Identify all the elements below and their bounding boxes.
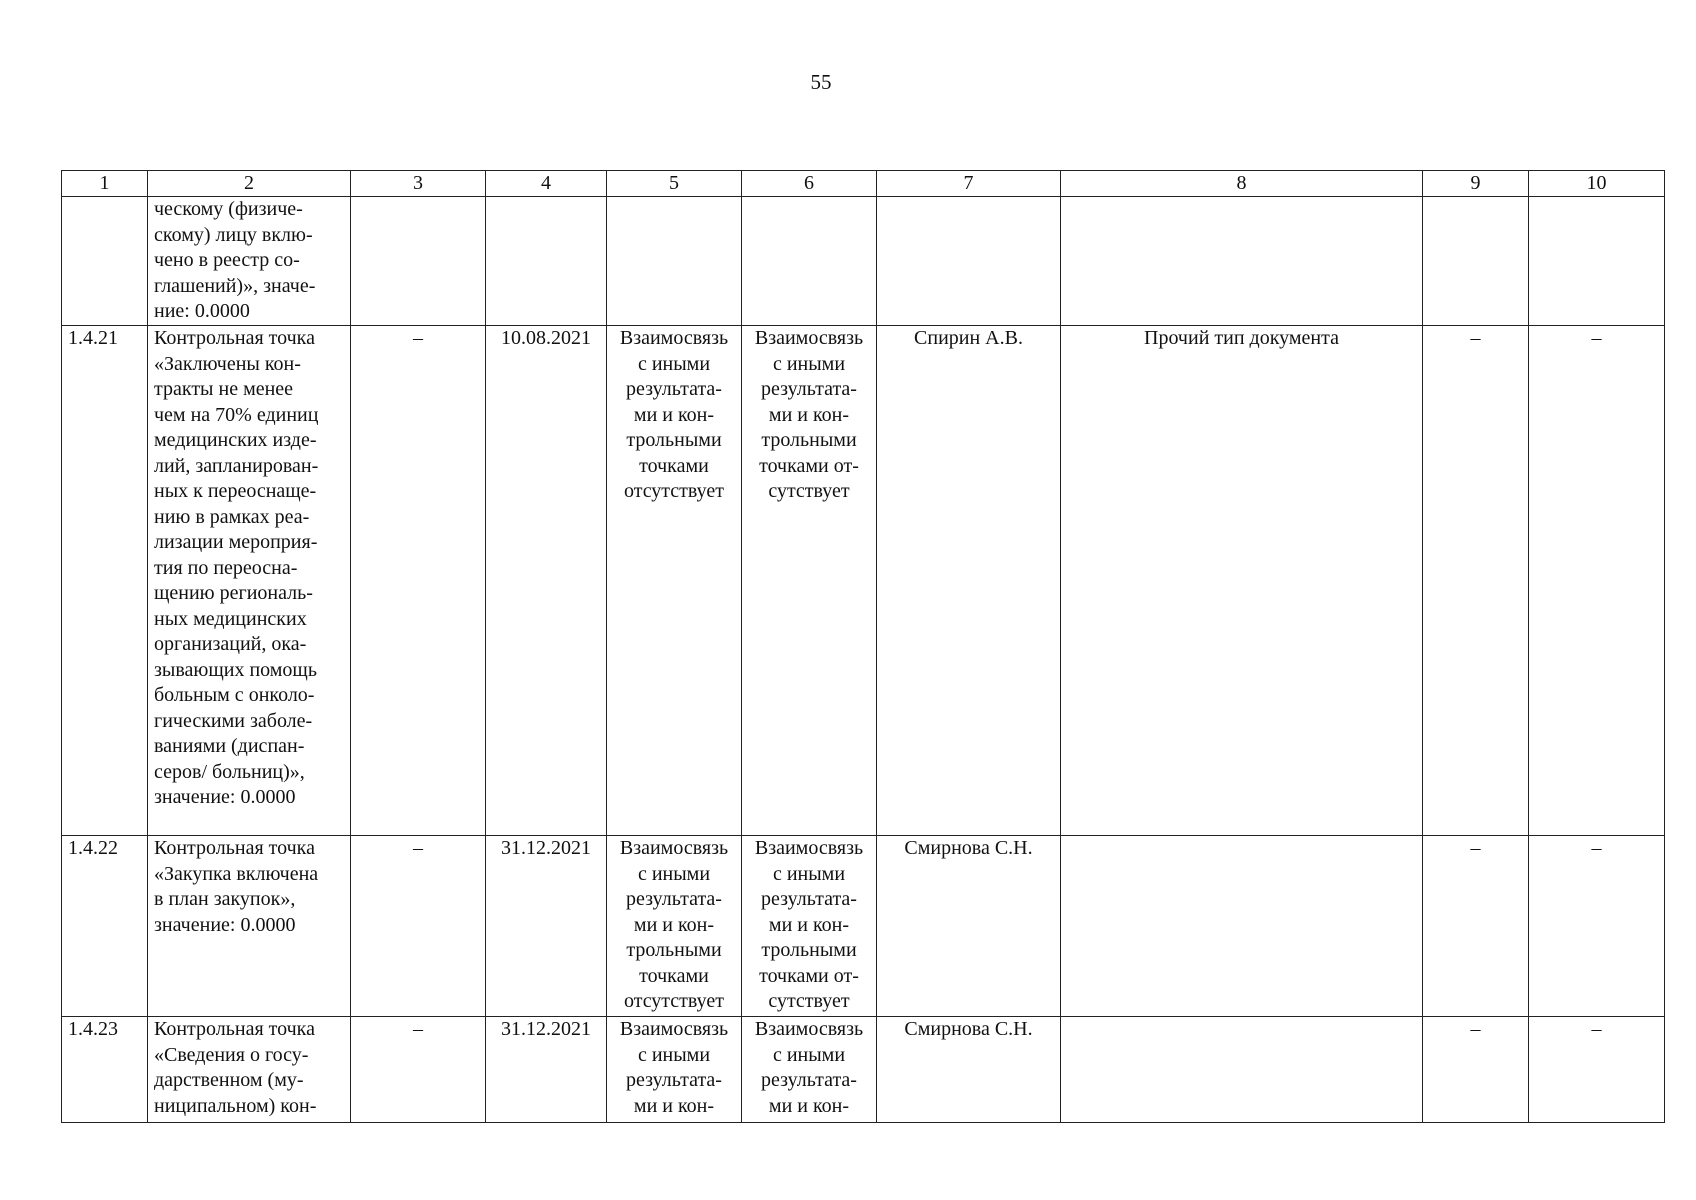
column-header-4: 4 — [486, 171, 607, 197]
column-9-cell: – — [1423, 1017, 1529, 1123]
date-cell: 31.12.2021 — [486, 836, 607, 1017]
relation-cell-2: Взаимосвязь с иными результата- ми и кон- — [742, 1017, 877, 1123]
date-cell: 31.12.2021 — [486, 1017, 607, 1123]
relation-cell-2 — [742, 197, 877, 326]
column-10-cell: – — [1529, 836, 1665, 1017]
column-header-5: 5 — [607, 171, 742, 197]
column-3-cell: – — [351, 836, 486, 1017]
column-10-cell: – — [1529, 1017, 1665, 1123]
column-9-cell — [1423, 197, 1529, 326]
relation-cell: Взаимосвязь с иными результата- ми и кон- — [607, 1017, 742, 1123]
responsible-cell: Смирнова С.Н. — [877, 836, 1061, 1017]
column-header-10: 10 — [1529, 171, 1665, 197]
relation-cell — [607, 197, 742, 326]
table-row — [62, 326, 1665, 836]
row-number-cell: 1.4.23 — [62, 1017, 148, 1123]
column-9-cell: – — [1423, 326, 1529, 836]
column-3-cell: – — [351, 326, 486, 836]
document-type-cell: Прочий тип документа — [1061, 326, 1423, 836]
date-cell: 10.08.2021 — [486, 326, 607, 836]
column-10-cell — [1529, 197, 1665, 326]
column-3-cell: – — [351, 1017, 486, 1123]
table-row — [62, 1017, 1665, 1123]
description-cell: ческому (физиче- скому) лицу вклю- чено в реестр со- глашений)», значе- ние: 0.0000 — [148, 197, 351, 326]
document-type-cell — [1061, 836, 1423, 1017]
responsible-cell: Смирнова С.Н. — [877, 1017, 1061, 1123]
description-cell: Контрольная точка «Закупка включена в план закупок», значение: 0.0000 — [148, 836, 351, 1017]
header-row — [62, 171, 1665, 197]
table-row — [62, 197, 1665, 326]
relation-cell-2: Взаимосвязь с иными результата- ми и кон- трольными точками от- сутствует — [742, 836, 877, 1017]
row-number-cell: 1.4.21 — [62, 326, 148, 836]
description-cell: Контрольная точка «Заключены кон- тракты не менее чем на 70% единиц медицинских изде- лий, запланирован- ных к переоснаще- нию в рамках реа- лизации мероприя- тия по переосна- щению региональ- ных медицинских организаций, ока- зывающих помощь больным с онколо- гическими заболе- ваниями (диспан- серов/ больниц)», значение: 0.0000 — [148, 326, 351, 836]
responsible-cell — [877, 197, 1061, 326]
date-cell — [486, 197, 607, 326]
row-number-cell — [62, 197, 148, 326]
page-number: 55 — [810, 70, 832, 94]
document-table — [61, 170, 1665, 1123]
column-3-cell — [351, 197, 486, 326]
relation-cell: Взаимосвязь с иными результата- ми и кон- трольными точками отсутствует — [607, 836, 742, 1017]
relation-cell-2: Взаимосвязь с иными результата- ми и кон- трольными точками от- сутствует — [742, 326, 877, 836]
description-cell: Контрольная точка «Сведения о госу- дарственном (му- ниципальном) кон- — [148, 1017, 351, 1123]
document-type-cell — [1061, 197, 1423, 326]
row-number-cell: 1.4.22 — [62, 836, 148, 1017]
column-header-7: 7 — [877, 171, 1061, 197]
column-header-9: 9 — [1423, 171, 1529, 197]
column-header-2: 2 — [148, 171, 351, 197]
document-type-cell — [1061, 1017, 1423, 1123]
column-10-cell: – — [1529, 326, 1665, 836]
column-9-cell: – — [1423, 836, 1529, 1017]
column-header-6: 6 — [742, 171, 877, 197]
table-row — [62, 836, 1665, 1017]
column-header-3: 3 — [351, 171, 486, 197]
responsible-cell: Спирин А.В. — [877, 326, 1061, 836]
column-header-1: 1 — [62, 171, 148, 197]
column-header-8: 8 — [1061, 171, 1423, 197]
relation-cell: Взаимосвязь с иными результата- ми и кон- трольными точками отсутствует — [607, 326, 742, 836]
